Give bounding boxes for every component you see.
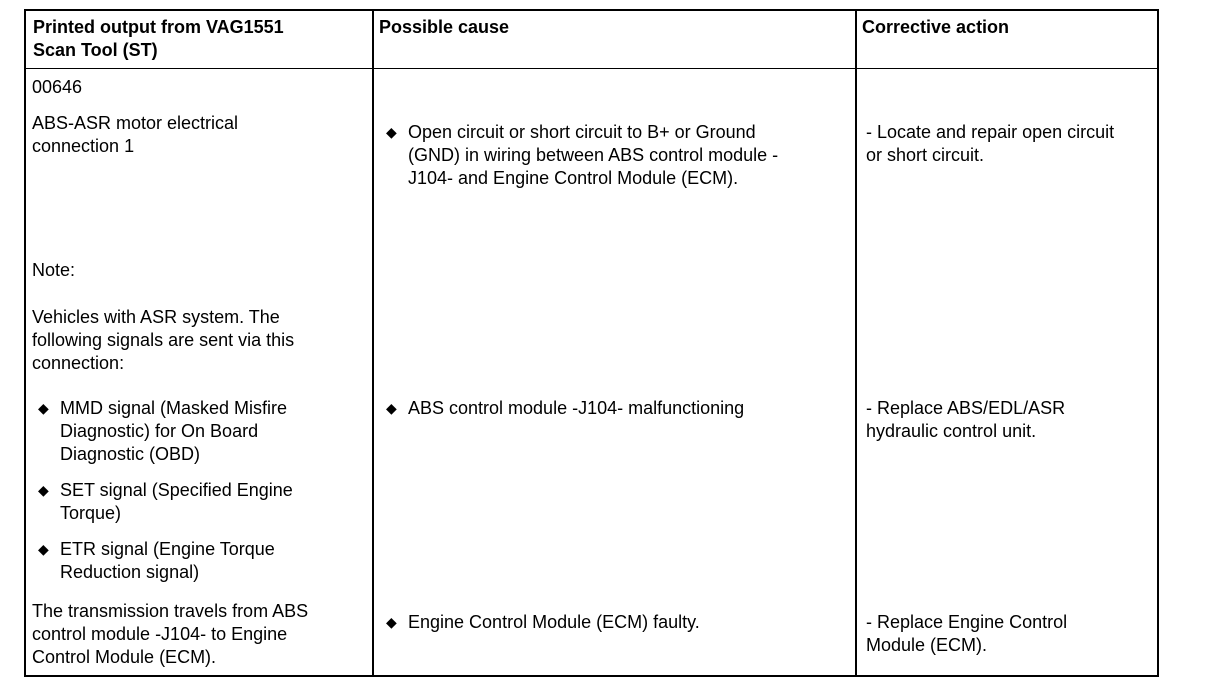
- note-text: Vehicles with ASR system. The following signals are sent via this connection:: [32, 307, 295, 373]
- header-divider: [26, 68, 1157, 69]
- action-repair-circuit: - Locate and repair open circuit or short circuit.: [866, 122, 1115, 165]
- header-possible-cause: Possible cause: [379, 17, 510, 37]
- fault-code: 00646: [32, 77, 83, 97]
- bullet-icon: ◆: [386, 400, 397, 416]
- header-corrective-action: Corrective action: [862, 17, 1010, 37]
- diagnostic-table: [24, 9, 1159, 677]
- column-divider-2: [855, 11, 857, 675]
- header-printed-output: Printed output from VAG1551 Scan Tool (ST): [33, 17, 284, 60]
- action-replace-hydraulic: - Replace ABS/EDL/ASR hydraulic control unit.: [866, 398, 1066, 441]
- bullet-icon: ◆: [386, 614, 397, 630]
- action-replace-ecm: - Replace Engine Control Module (ECM).: [866, 612, 1068, 655]
- cause-abs-malfunction: ABS control module -J104- malfunctioning: [408, 398, 745, 418]
- transmission-note: The transmission travels from ABS control module -J104- to Engine Control Module (ECM).: [32, 601, 309, 667]
- signal-etr: ETR signal (Engine Torque Reduction signal): [60, 539, 275, 582]
- cause-ecm-faulty: Engine Control Module (ECM) faulty.: [408, 612, 700, 632]
- fault-title: ABS-ASR motor electrical connection 1: [32, 113, 239, 156]
- bullet-icon: ◆: [386, 124, 397, 140]
- bullet-icon: ◆: [38, 482, 49, 498]
- bullet-icon: ◆: [38, 541, 49, 557]
- signal-set: SET signal (Specified Engine Torque): [60, 480, 293, 523]
- signal-mmd: MMD signal (Masked Misfire Diagnostic) for On Board Diagnostic (OBD): [60, 398, 288, 464]
- note-label: Note:: [32, 260, 76, 280]
- cause-open-circuit: Open circuit or short circuit to B+ or Ground (GND) in wiring between ABS control module - J104- and Engine Control Module (ECM).: [408, 122, 779, 188]
- bullet-icon: ◆: [38, 400, 49, 416]
- column-divider-1: [372, 11, 374, 675]
